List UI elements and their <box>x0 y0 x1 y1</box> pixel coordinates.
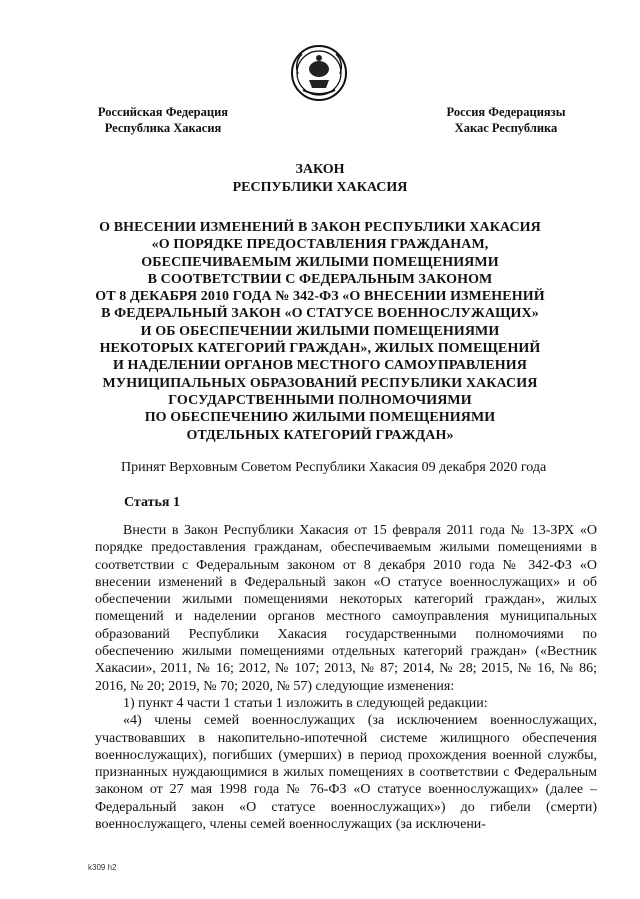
header-left-line1: Российская Федерация <box>97 105 229 119</box>
adoption-statement: Принят Верховным Советом Республики Хакасия 09 декабря 2020 года <box>121 460 547 475</box>
law-title-line: В СООТВЕТСТВИИ С ФЕДЕРАЛЬНЫМ ЗАКОНОМ <box>147 271 493 287</box>
law-title-line: «О ПОРЯДКЕ ПРЕДОСТАВЛЕНИЯ ГРАЖДАНАМ, <box>151 237 489 253</box>
khakassia-emblem-icon <box>290 44 348 102</box>
law-title-line: О ВНЕСЕНИИ ИЗМЕНЕНИЙ В ЗАКОН РЕСПУБЛИКИ ХАКАСИЯ <box>99 220 541 235</box>
law-title-line: НЕКОТОРЫХ КАТЕГОРИЙ ГРАЖДАН», ЖИЛЫХ ПОМЕЩЕНИЙ <box>99 341 541 357</box>
law-title-line: И ОБ ОБЕСПЕЧЕНИИ ЖИЛЫМИ ПОМЕЩЕНИЯМИ <box>140 323 500 339</box>
law-title <box>60 219 580 444</box>
article-body <box>95 522 597 833</box>
law-title-line: ОТ 8 ДЕКАБРЯ 2010 ГОДА № 342-ФЗ «О ВНЕСЕНИИ ИЗМЕНЕНИЙ <box>95 289 545 305</box>
article-paragraph: Внести в Закон Республики Хакасия от 15 февраля 2011 года № 13-ЗРХ «О порядке предоставления гражданам, обеспечиваемым жилыми помещениями в соответствии с Федеральным законом от 8 декабря 2010 года № 342-ФЗ «О внесении изменений в Федеральный закон «О статусе военнослужащих» и об обеспечении жилыми помещениями некоторых категорий граждан», жилых помещений и наделении органов местного самоуправления муниципальных образований Республики Хакасия государственными полномочиями по обеспечению жилыми помещениями отдельных категорий граждан» («Вестник Хакасии», 2011, № 16; 2012, № 107; 2013, № 87; 2014, № 28; 2015, № 16, № 86; 2016, № 20; 2019, № 70; 2020, № 57) следующие изменения: <box>95 523 597 694</box>
law-republic: РЕСПУБЛИКИ ХАКАСИЯ <box>232 180 408 195</box>
document-code: k309 h2 <box>88 863 117 872</box>
law-title-line: И НАДЕЛЕНИИ ОРГАНОВ МЕСТНОГО САМОУПРАВЛЕНИЯ <box>112 358 528 374</box>
header-left-line2: Республика Хакасия <box>104 121 222 135</box>
header-right-line2: Хакас Республика <box>454 121 558 135</box>
law-title-line: МУНИЦИПАЛЬНЫХ ОБРАЗОВАНИЙ РЕСПУБЛИКИ ХАКАСИЯ <box>102 375 538 391</box>
law-title-line: ОБЕСПЕЧИВАЕМЫМ ЖИЛЫМИ ПОМЕЩЕНИЯМИ <box>141 254 499 270</box>
law-title-line: В ФЕДЕРАЛЬНЫЙ ЗАКОН «О СТАТУСЕ ВОЕННОСЛУЖАЩИХ» <box>101 306 539 322</box>
law-title-line: ПО ОБЕСПЕЧЕНИЮ ЖИЛЫМИ ПОМЕЩЕНИЯМИ <box>144 410 496 426</box>
law-word: ЗАКОН <box>295 162 345 177</box>
header-left <box>88 104 238 136</box>
law-title-line: ГОСУДАРСТВЕННЫМИ ПОЛНОМОЧИЯМИ <box>168 392 472 408</box>
article-heading: Статья 1 <box>124 495 180 510</box>
header-right-line1: Россия Федерациязы <box>446 105 566 119</box>
law-title-line: ОТДЕЛЬНЫХ КАТЕГОРИЙ ГРАЖДАН» <box>186 427 454 443</box>
article-paragraph: 1) пункт 4 части 1 статьи 1 изложить в следующей редакции: <box>123 695 488 711</box>
article-paragraph: «4) члены семей военнослужащих (за исключением военнослужащих, участвовавших в накопительно-ипотечной системе жилищного обеспечения военнослужащих), погибших (умерших) в период прохождения военной службы, признанных нуждающимися в жилых помещениях в соответствии с Федеральным законом от 27 мая 1998 года № 76-ФЗ «О статусе военнослужащих» (далее – Федеральный закон «О статусе военнослужащих») до гибели (смерти) военнослужащего, члены семей военнослужащих (за исключени- <box>95 713 597 833</box>
header-right <box>436 104 576 136</box>
